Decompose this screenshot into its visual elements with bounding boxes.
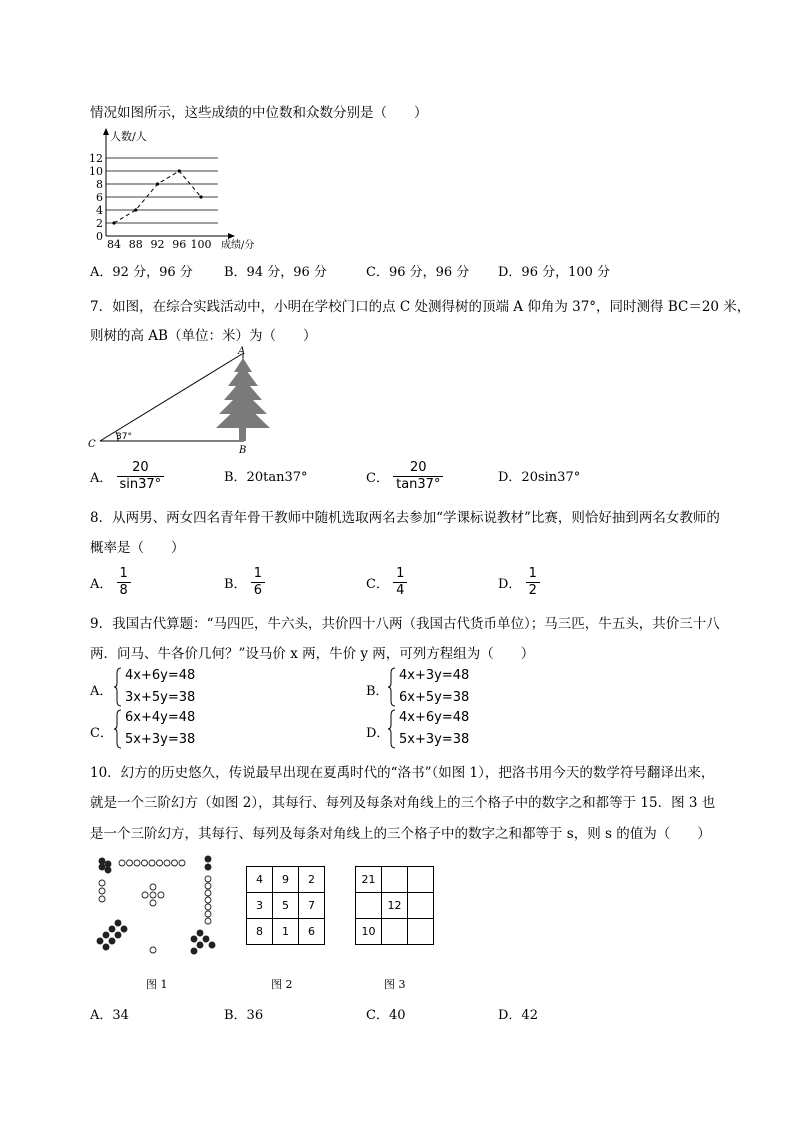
q9-option-d-eq1: 4x+6y=48 [399,710,470,725]
q9-option-d-prefix: D． [366,726,390,741]
luoshu-dot [191,936,197,942]
luoshu-dot [205,856,211,862]
q8-option-d [498,566,540,599]
q6-option-d: D．96 分，100 分 [498,265,611,280]
luoshu-dot [205,897,211,903]
grid-cell [408,893,434,919]
q10-luoshu-figure [90,855,220,965]
data-point [199,195,202,198]
q10-magic-square-fig3 [355,866,434,945]
q8-option-a-numerator: 1 [119,566,128,581]
table-row [356,919,434,945]
luoshu-dot [115,932,121,938]
q7-option-c-prefix: C． [366,471,389,486]
q8-option-b-denominator: 6 [251,582,265,599]
q7-option-c [366,460,443,493]
grid-cell: 7 [299,893,325,919]
x-axis-label: 成绩/分 [221,240,255,251]
q7-option-c-fraction [393,460,443,493]
grid-cell [408,919,434,945]
brace-icon [388,667,396,707]
q7-option-a-numerator: 20 [132,460,149,475]
tree-icon [216,358,270,441]
y-tick-label: 10 [89,165,103,178]
luoshu-dot [209,942,215,948]
q7-option-a-fraction [117,460,165,493]
luoshu-dot [99,888,105,894]
grid-cell: 8 [247,919,273,945]
q9-option-a-eq1: 4x+6y=48 [125,668,196,683]
q10-option-b: B．36 [224,1008,264,1023]
luoshu-dot [142,892,148,898]
q8-option-c-numerator: 1 [396,566,405,581]
q9-option-a-prefix: A． [90,684,113,699]
luoshu-dot [134,860,140,866]
q8-option-d-denominator: 2 [526,582,540,599]
q9-option-c-prefix: C． [90,726,113,741]
q9-stem-line2: 两．问马、牛各价几何？”设马价 x 两，牛价 y 两，可列方程组为（ ） [90,646,535,662]
grid-cell: 9 [273,867,299,893]
q10-option-d: D．42 [498,1008,538,1023]
label-c: C [88,439,96,450]
q7-option-c-denominator: tan37° [393,476,443,493]
q6-option-b: B．94 分，96 分 [224,265,327,280]
q7-stem-line1: 7．如图，在综合实践活动中，小明在学校门口的点 C 处测得树的顶端 A 仰角为 37°，同时测得 BC＝20 米， [90,299,751,315]
q7-option-b: B．20tan37° [224,470,308,485]
q8-option-a-prefix: A． [90,577,113,592]
luoshu-dot [203,936,209,942]
q7-tree-figure [86,344,286,456]
y-tick-label: 2 [96,217,103,230]
grid-cell: 12 [382,893,408,919]
q6-line-chart [88,124,288,252]
luoshu-dot [205,876,211,882]
luoshu-dot [150,947,156,953]
luoshu-dot [103,944,109,950]
luoshu-dot [119,860,125,866]
y-tick-label: 6 [96,191,103,204]
luoshu-dot [105,861,111,867]
x-tick-label: 84 [107,238,121,251]
q8-option-c-denominator: 4 [393,582,407,599]
luoshu-dot [115,920,121,926]
q9-option-b-rows [399,665,469,709]
x-tick-label: 92 [150,238,165,251]
q10-stem-line2: 就是一个三阶幻方（如图 2），其每行、每列及每条对角线上的三个格子中的数字之和都等于 15．图 3 也 [90,795,716,811]
q8-option-c-prefix: C． [366,577,389,592]
table-row [247,867,325,893]
q6-option-c: C．96 分，96 分 [366,265,470,280]
data-point [178,169,181,172]
luoshu-dot [99,896,105,902]
q8-option-c-fraction [393,566,407,599]
q10-option-a: A．34 [90,1008,129,1023]
luoshu-dot [197,930,203,936]
table-row [247,893,325,919]
label-angle: 37° [116,432,132,442]
q8-option-d-prefix: D． [498,577,522,592]
q9-option-a-rows [125,665,195,709]
q10-fig3-caption: 图 3 [384,978,406,991]
q10-fig2-caption: 图 2 [271,978,293,991]
luoshu-dot [150,884,156,890]
grid-cell: 10 [356,919,382,945]
q9-option-c-eq1: 6x+4y=48 [125,710,196,725]
q10-stem-line3: 是一个三阶幻方，其每行、每列及每条对角线上的三个格子中的数字之和都等于 s，则 s 的值为（ ） [90,826,711,842]
x-tick-label: 96 [172,238,187,251]
luoshu-dot [205,890,211,896]
q9-option-b-eq1: 4x+3y=48 [399,668,470,683]
x-tick-label: 88 [128,238,143,251]
brace-icon [388,709,396,749]
q9-option-c-system [114,707,214,753]
luoshu-dot [157,860,163,866]
luoshu-dot [149,860,155,866]
luoshu-dot [142,860,148,866]
grid-cell: 1 [273,919,299,945]
q7-option-a-prefix: A． [90,471,113,486]
y-tick-label: 8 [96,178,103,191]
q8-option-c [366,566,407,599]
luoshu-dot [197,942,203,948]
grid-cell: 21 [356,867,382,893]
table-row [356,893,434,919]
data-point [156,182,159,185]
grid-cell: 5 [273,893,299,919]
grid-cell [382,919,408,945]
q8-option-a-denominator: 8 [117,582,131,599]
q6-option-a: A．92 分，96 分 [90,265,193,280]
grid-cell [356,893,382,919]
q9-option-c-eq2: 5x+3y=38 [125,732,196,747]
luoshu-dot [172,860,178,866]
luoshu-dot [158,892,164,898]
q9-option-b-prefix: B． [366,684,389,699]
grid-cell [382,867,408,893]
luoshu-dot [99,880,105,886]
luoshu-dot [99,864,105,870]
q8-stem-line2: 概率是（ ） [90,540,185,556]
grid-cell: 6 [299,919,325,945]
q10-fig1-caption: 图 1 [146,978,168,991]
q7-stem-line2: 则树的高 AB（单位：米）为（ ） [90,328,317,344]
data-point [134,208,137,211]
q7-option-c-numerator: 20 [410,460,427,475]
q9-option-b-system [388,665,488,711]
label-b: B [239,445,247,456]
q9-stem-line1: 9．我国古代算题：“马四匹，牛六头，共价四十八两（我国古代货币单位）；马三匹，牛五头，共价三十八 [90,616,720,632]
q9-option-a-system [114,665,214,711]
brace-icon [114,709,122,749]
y-tick-label: 12 [89,152,103,165]
data-point [112,221,115,224]
luoshu-dot [99,858,105,864]
luoshu-dot [205,918,211,924]
table-row [356,867,434,893]
x-tick-label: 100 [190,238,212,251]
luoshu-dot [150,892,156,898]
luoshu-dot [121,926,127,932]
y-axis-label: 人数/人 [110,130,147,143]
q8-option-d-fraction [526,566,540,599]
q9-option-d-eq2: 5x+3y=38 [399,732,470,747]
q8-option-b-numerator: 1 [253,566,262,581]
q8-stem-line1: 8．从两男、两女四名青年骨干教师中随机选取两名去参加“学课标说教材”比赛，则恰好抽到两名女教师的 [90,510,720,526]
q10-option-c: C．40 [366,1008,406,1023]
luoshu-dot [179,860,185,866]
q9-option-d-system [388,707,488,753]
luoshu-dot [205,904,211,910]
q7-option-d: D．20sin37° [498,470,581,485]
luoshu-dot [164,860,170,866]
luoshu-dot [103,932,109,938]
luoshu-dot [205,911,211,917]
grid-cell: 2 [299,867,325,893]
q8-option-a [90,566,131,599]
luoshu-dot [150,900,156,906]
q9-option-c-rows [125,707,195,751]
luoshu-dot [205,864,211,870]
luoshu-dot [97,938,103,944]
q8-option-b-fraction [251,566,265,599]
table-row [247,919,325,945]
q9-option-b-eq2: 6x+5y=38 [399,690,470,705]
q8-option-b [224,566,265,599]
grid-cell: 3 [247,893,273,919]
q10-magic-square-fig2 [246,866,325,945]
q7-option-a [90,460,164,493]
label-a: A [238,346,246,357]
q8-option-d-numerator: 1 [528,566,537,581]
q6-stem: 情况如图所示，这些成绩的中位数和众数分别是（ ） [90,105,428,121]
grid-cell: 4 [247,867,273,893]
y-tick-label: 4 [96,204,103,217]
luoshu-dot [127,860,133,866]
luoshu-dot [109,938,115,944]
grid-cell [408,867,434,893]
q9-option-a-eq2: 3x+5y=38 [125,690,196,705]
luoshu-dot [191,948,197,954]
q7-option-a-denominator: sin37° [117,476,165,493]
brace-icon [114,667,122,707]
q8-option-a-fraction [117,566,131,599]
luoshu-dot [105,867,111,873]
q9-option-d-rows [399,707,469,751]
luoshu-dot [109,926,115,932]
q10-stem-line1: 10．幻方的历史悠久，传说最早出现在夏禹时代的“洛书”（如图 1），把洛书用今天的数学符号翻译出来， [90,765,715,781]
y-tick-label: 0 [96,230,103,243]
q8-option-b-prefix: B． [224,577,247,592]
y-axis-arrow-icon [103,128,109,135]
x-axis-arrow-icon [228,233,235,239]
luoshu-dot [205,883,211,889]
